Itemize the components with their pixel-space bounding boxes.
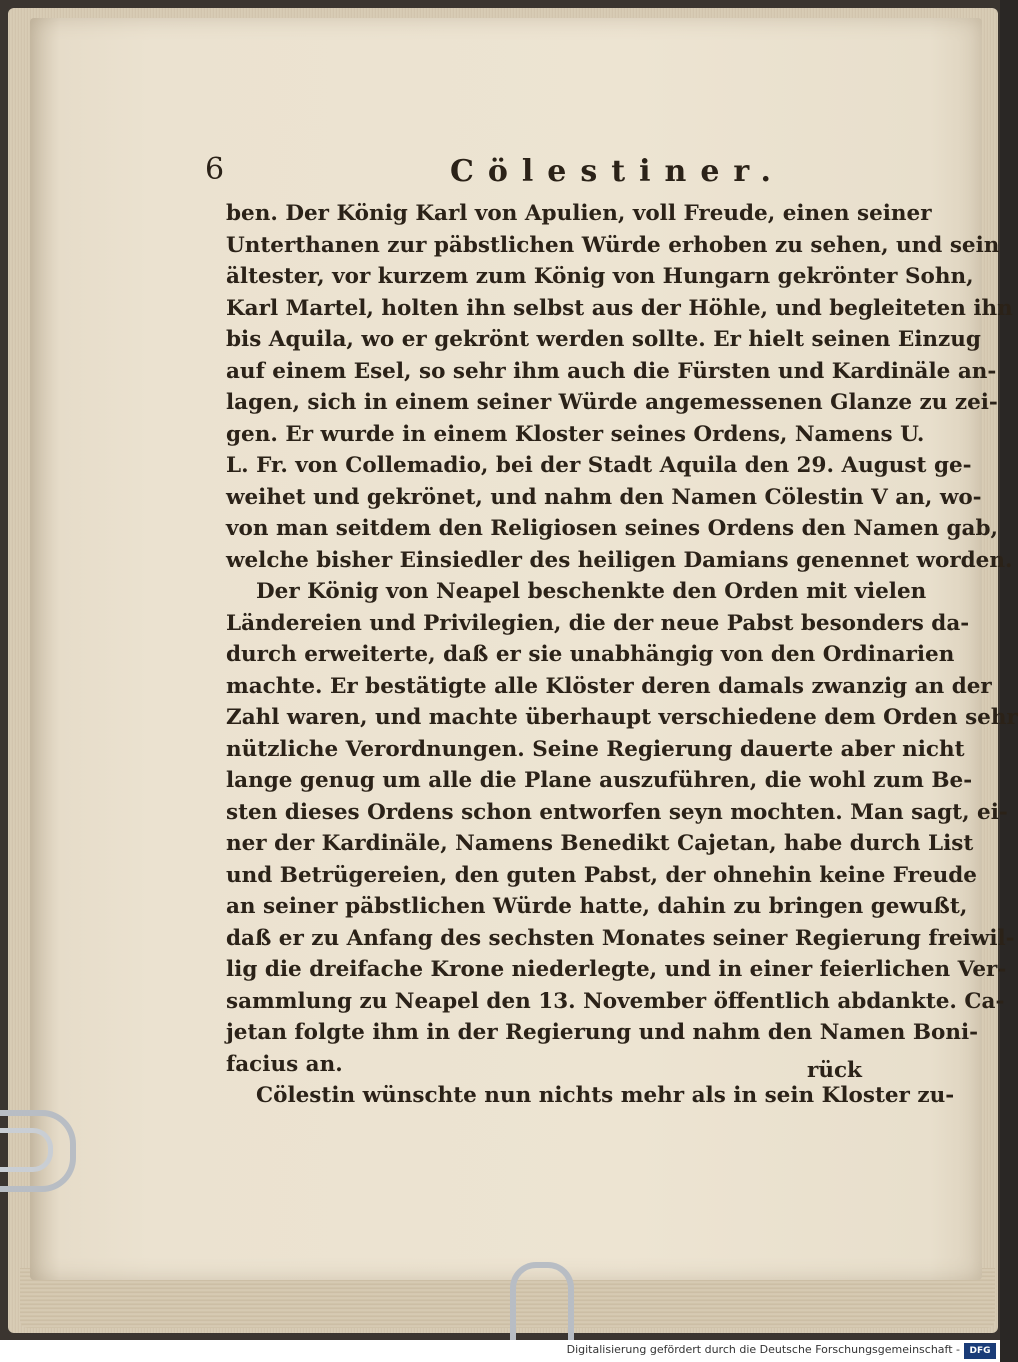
text-line: auf einem Esel, so sehr ihm auch die Fürsten und Kardinäle an-: [226, 358, 997, 384]
text-line: durch erweiterte, daß er sie unabhängig von den Ordinarien: [226, 642, 955, 667]
text-line: L. Fr. von Collemadio, bei der Stadt Aquila den 29. August ge-: [226, 453, 972, 478]
text-line: lange genug um alle die Plane auszuführen, die wohl zum Be-: [226, 768, 973, 793]
page-header: [205, 152, 885, 196]
text-line: Ländereien und Privilegien, die der neue Pabst besonders da-: [226, 610, 970, 636]
text-line: facius an.: [226, 1051, 343, 1077]
text-line: ben. Der König Karl von Apulien, voll Freude, einen seiner: [226, 201, 932, 226]
text-line: Karl Martel, holten ihn selbst aus der Höhle, und begleiteten ihn: [226, 295, 1013, 321]
running-title: Cölestiner.: [450, 154, 785, 189]
text-line: lig die dreifache Krone niederlegte, und in einer feierlichen Ver-: [226, 957, 1007, 982]
text-line: ner der Kardinäle, Namens Benedikt Cajetan, habe durch List: [226, 831, 974, 856]
text-line: Zahl waren, und machte überhaupt verschiedene dem Orden sehr: [226, 705, 1018, 730]
text-line: welche bisher Einsiedler des heiligen Damians genennet worden.: [226, 547, 1013, 573]
body-text: [226, 198, 1018, 1112]
text-line: Der König von Neapel beschenkte den Orden mit vielen: [256, 579, 927, 604]
text-line: jetan folgte ihm in der Regierung und nahm den Namen Boni-: [226, 1020, 979, 1045]
footer-credit: Digitalisierung gefördert durch die Deutsche Forschungsgemeinschaft -: [566, 1343, 960, 1356]
text-line: sten dieses Ordens schon entworfen seyn mochten. Man sagt, ei-: [226, 799, 1008, 825]
paper-clip-inner-icon: [0, 1128, 53, 1172]
page-number: 6: [205, 152, 225, 187]
text-line: nützliche Verordnungen. Seine Regierung dauerte aber nicht: [226, 736, 965, 762]
text-line: sammlung zu Neapel den 13. November öffentlich abdankte. Ca-: [226, 988, 1005, 1014]
dfg-logo: DFG: [964, 1343, 996, 1359]
text-line: bis Aquila, wo er gekrönt werden sollte. Er hielt seinen Einzug: [226, 327, 981, 352]
catchword: rück: [807, 1058, 862, 1083]
text-line: machte. Er bestätigte alle Klöster deren damals zwanzig an der: [226, 673, 992, 699]
text-line: gen. Er wurde in einem Kloster seines Ordens, Namens U.: [226, 421, 925, 447]
bottom-clip-icon: [510, 1262, 574, 1348]
digitization-footer: [0, 1340, 1000, 1362]
text-line: Cölestin wünschte nun nichts mehr als in sein Kloster zu-: [256, 1083, 955, 1108]
text-line: und Betrügereien, den guten Pabst, der ohnehin keine Freude: [226, 862, 977, 888]
text-line: daß er zu Anfang des sechsten Monates seiner Regierung freiwil-: [226, 925, 1015, 951]
text-line: ältester, vor kurzem zum König von Hungarn gekrönter Sohn,: [226, 264, 974, 289]
text-line: von man seitdem den Religiosen seines Ordens den Namen gab,: [226, 516, 999, 541]
text-line: Unterthanen zur päbstlichen Würde erhoben zu sehen, und sein: [226, 232, 1000, 258]
text-line: an seiner päbstlichen Würde hatte, dahin zu bringen gewußt,: [226, 894, 968, 919]
text-line: lagen, sich in einem seiner Würde angemessenen Glanze zu zei-: [226, 390, 998, 415]
text-line: weihet und gekrönet, und nahm den Namen Cölestin V an, wo-: [226, 484, 982, 510]
